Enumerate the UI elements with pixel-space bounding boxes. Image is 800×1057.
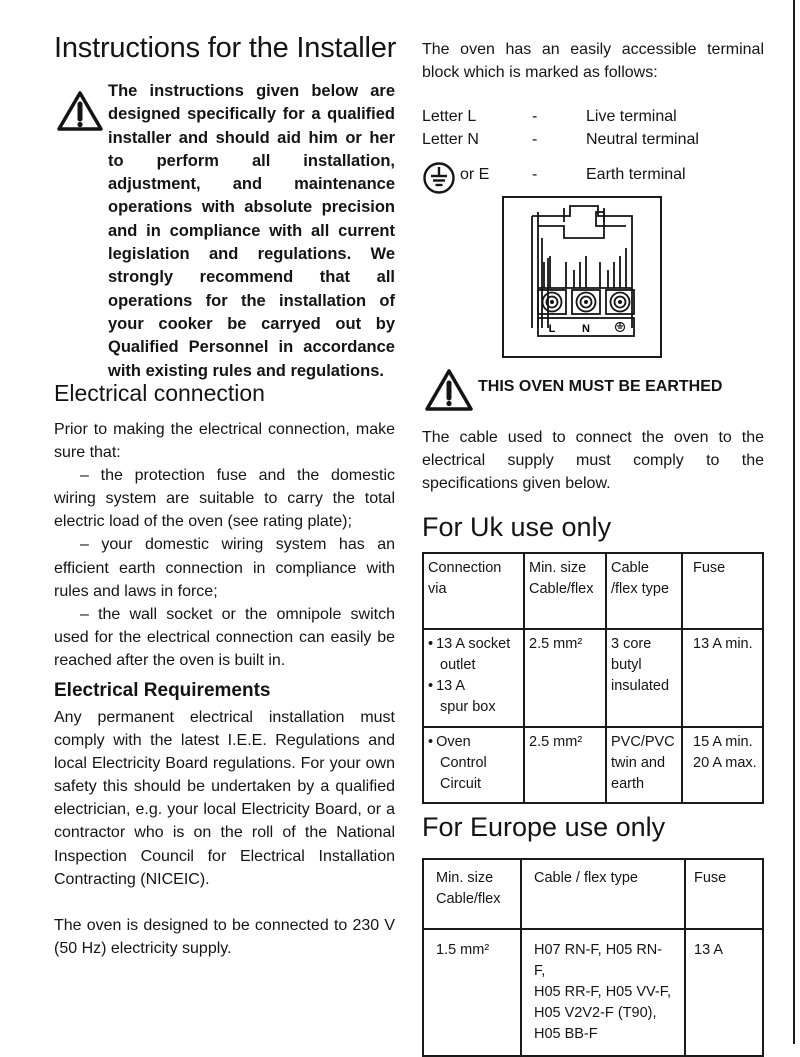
uk-row1-size: 2.5 mm² [524, 629, 606, 727]
conn-oven: Oven [436, 734, 471, 750]
installer-title: Instructions for the Installer [54, 32, 397, 64]
electrical-requirements-title: Electrical Requirements [54, 680, 271, 701]
eu-row-size: 1.5 mm² [423, 929, 521, 1056]
bullet-icon: • [428, 678, 434, 694]
eu-header-fuse: Fuse [685, 859, 763, 929]
uk-row2-type: PVC/PVC twin and earth [606, 727, 682, 803]
eu-row-fuse: 13 A [685, 929, 763, 1056]
connection-item-3: – the wall socket or the omnipole switch used for the electrical connection can easily be reached after the oven is built in. [54, 605, 395, 669]
uk-table-header [423, 553, 763, 629]
uk-row1-type: 3 core butyl insulated [606, 629, 682, 727]
earthed-warning-icon [424, 368, 474, 412]
europe-table-header [423, 859, 763, 929]
uk-header-size: Min. size Cable/flex [524, 553, 606, 629]
page-edge-rule [793, 0, 795, 1044]
cable-requirements-text: The cable used to connect the oven to the electrical supply must comply to the specifications given below. [422, 429, 764, 492]
uk-row2-fuse [682, 727, 763, 803]
terminal-dash: - [532, 166, 538, 183]
bullet-icon: • [428, 636, 434, 652]
uk-row2-size: 2.5 mm² [524, 727, 606, 803]
connection-item-1: – the protection fuse and the domestic wiring system are suitable to carry the total electric load of the oven (see rating plate); [54, 467, 395, 531]
cable-type-line: H07 RN-F, H05 RN-F, [534, 942, 663, 979]
terminal-dash: - [532, 131, 538, 148]
installer-warning-text: The instructions given below are designed specifically for a qualified installer and should aid him or her to perform all installation, adjustment, and maintenance operations with absolute precision and in compliance with all current legislation and regulations. We strongly recommend that all operations for the installation of your cooker be carryed out by Qualified Personnel in accordance with existing rules and regulations. [108, 82, 395, 380]
conn-13a-spur-cont: spur box [440, 699, 496, 715]
fuse-min: 15 A min. [693, 734, 753, 750]
europe-table-title: For Europe use only [422, 812, 666, 842]
electrical-requirements-text: Any permanent electrical installation must comply with the latest I.E.E. Regulations and local Electricity Board regulations. For your own safety this should be undertaken by a qualified electrician, e.g. your local Electricity Board, or a contractor who is on the roll of the National Inspection Council for Electrical Installation Contracting (NICEIC). [54, 709, 395, 888]
uk-row1-fuse: 13 A min. [682, 629, 763, 727]
terminal-intro: The oven has an easily accessible terminal block which is marked as follows: [422, 41, 764, 81]
uk-row2-connection [423, 727, 524, 803]
terminal-dash: - [532, 108, 538, 125]
diagram-label-l: L [548, 323, 556, 335]
terminal-desc: Neutral terminal [586, 131, 699, 148]
bullet-icon: • [428, 734, 434, 750]
table-row [423, 727, 763, 803]
terminal-letter: Letter N [422, 131, 479, 148]
supply-text: The oven is designed to be connected to 230 V (50 Hz) electricity supply. [54, 917, 395, 958]
eu-row-type [521, 929, 685, 1056]
fuse-max: 20 A max. [693, 755, 757, 771]
uk-spec-table [422, 552, 764, 804]
table-row [423, 929, 763, 1056]
terminal-letter: Letter L [422, 108, 477, 125]
earth-symbol-icon [422, 161, 456, 195]
cable-type-line: H05 BB-F [534, 1026, 598, 1042]
uk-header-type: Cable /flex type [606, 553, 682, 629]
diagram-earth-label-icon [616, 323, 625, 332]
conn-oven-cont2: Circuit [440, 776, 482, 792]
terminal-desc: Live terminal [586, 108, 677, 125]
terminal-block-diagram [502, 196, 662, 358]
terminal-letter: or E [460, 166, 490, 183]
conn-13a-socket: 13 A socket [436, 636, 511, 652]
terminal-desc: Earth terminal [586, 166, 686, 183]
eu-header-type: Cable / flex type [521, 859, 685, 929]
electrical-connection-title: Electrical connection [54, 380, 265, 406]
conn-oven-cont: Control [440, 755, 487, 771]
uk-header-connection: Connection via [423, 553, 524, 629]
eu-header-size: Min. size Cable/flex [423, 859, 521, 929]
uk-header-fuse: Fuse [682, 553, 763, 629]
uk-row1-connection [423, 629, 524, 727]
conn-13a-spur: 13 A [436, 678, 466, 694]
electrical-connection-text [54, 418, 395, 672]
europe-spec-table [422, 858, 764, 1057]
uk-table-title: For Uk use only [422, 512, 612, 542]
cable-type-line: H05 V2V2-F (T90), [534, 1005, 657, 1021]
cable-type-line: H05 RR-F, H05 VV-F, [534, 984, 671, 1000]
diagram-label-n: N [582, 323, 590, 335]
warning-triangle-icon [56, 90, 104, 132]
connection-intro: Prior to making the electrical connection, make sure that: [54, 421, 395, 462]
conn-13a-socket-cont: outlet [440, 657, 476, 673]
earthed-warning-text: THIS OVEN MUST BE EARTHED [478, 378, 723, 395]
connection-item-2: – your domestic wiring system has an efficient earth connection in compliance with rules and laws in force; [54, 536, 395, 600]
table-row [423, 629, 763, 727]
